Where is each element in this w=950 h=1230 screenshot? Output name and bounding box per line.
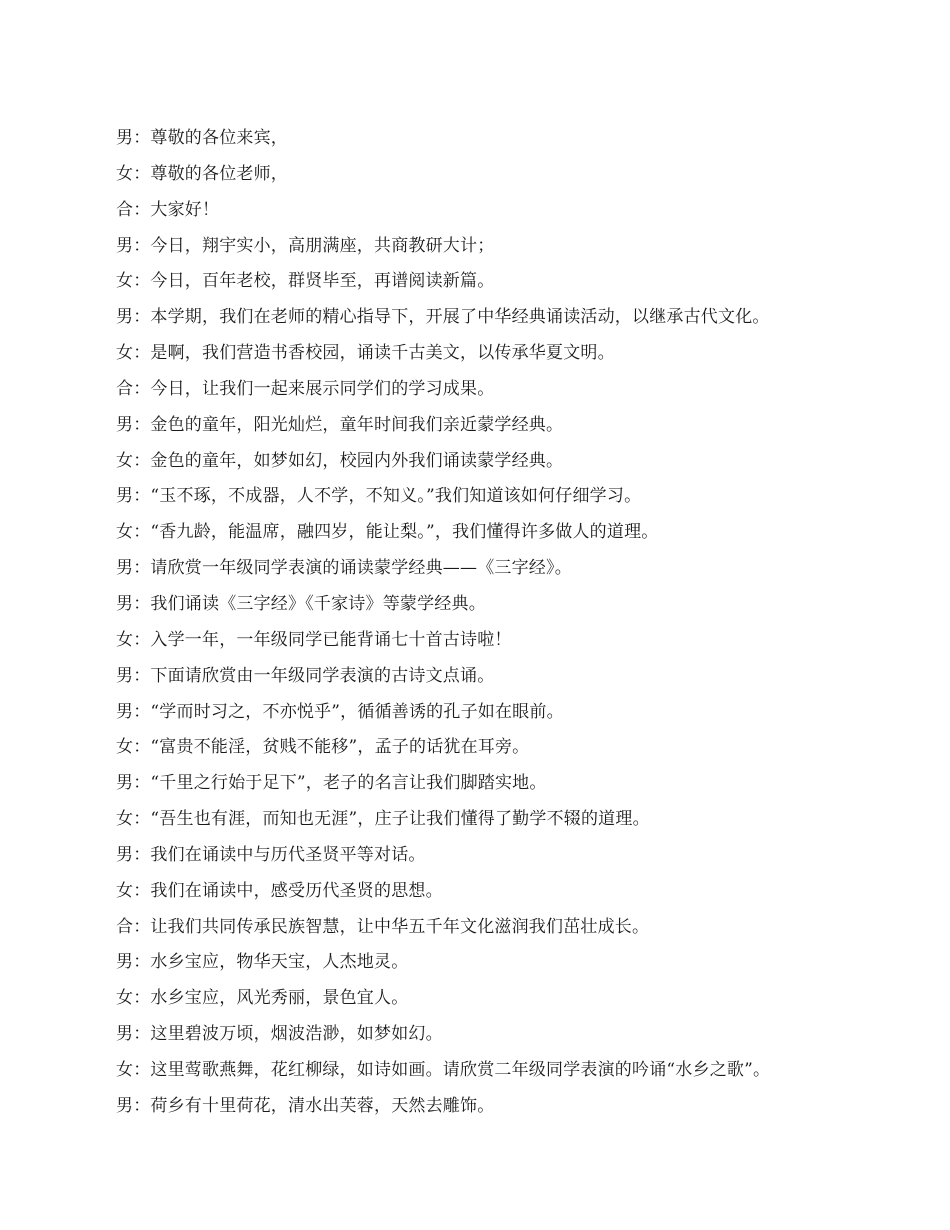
text-line: 合：今日，让我们一起来展示同学们的学习成果。: [116, 378, 495, 399]
text-line: 女：“富贵不能淫，贫贱不能移”，孟子的话犹在耳旁。: [116, 737, 530, 758]
text-line: 女：我们在诵读中，感受历代圣贤的思想。: [116, 880, 443, 901]
script-text: [116, 124, 916, 1128]
text-line: 男：“学而时习之，不亦悦乎”，循循善诱的孔子如在眼前。: [116, 701, 564, 722]
text-line: 男：本学期，我们在老师的精心指导下，开展了中华经典诵读活动，以继承古代文化。: [116, 307, 770, 328]
text-line: 女：入学一年，一年级同学已能背诵七十首古诗啦！: [116, 629, 512, 650]
text-line: 女：是啊，我们营造书香校园，诵读千古美文，以传承华夏文明。: [116, 343, 615, 364]
text-line: 女：这里莺歌燕舞，花红柳绿，如诗如画。请欣赏二年级同学表演的吟诵“水乡之歌”。: [116, 1059, 771, 1080]
text-line: 男：请欣赏一年级同学表演的诵读蒙学经典——《三字经》。: [116, 558, 572, 579]
text-line: 男：这里碧波万顷，烟波浩渺，如梦如幻。: [116, 1024, 443, 1045]
text-line: 合：让我们共同传承民族智慧，让中华五千年文化滋润我们茁壮成长。: [116, 916, 650, 937]
text-line: 男：金色的童年，阳光灿烂，童年时间我们亲近蒙学经典。: [116, 414, 564, 435]
text-line: 女：水乡宝应，风光秀丽，景色宜人。: [116, 988, 409, 1009]
text-line: 男：我们诵读《三字经》《千家诗》等蒙学经典。: [116, 593, 486, 614]
text-line: 女：金色的童年，如梦如幻，校园内外我们诵读蒙学经典。: [116, 450, 564, 471]
text-line: 男：今日，翔宇实小，高朋满座，共商教研大计；: [116, 235, 495, 256]
text-line: 男：“玉不琢，不成器，人不学，不知义。”我们知道该如何仔细学习。: [116, 486, 642, 507]
text-line: 女：“香九龄，能温席，融四岁，能让梨。”，我们懂得许多做人的道理。: [116, 522, 659, 543]
text-line: 女：尊敬的各位老师，: [116, 163, 288, 184]
text-line: 男：荷乡有十里荷花，清水出芙蓉，天然去雕饰。: [116, 1095, 495, 1116]
text-line: 男：我们在诵读中与历代圣贤平等对话。: [116, 844, 426, 865]
text-line: 女：今日，百年老校，群贤毕至，再谱阅读新篇。: [116, 271, 495, 292]
text-line: 男：下面请欣赏由一年级同学表演的古诗文点诵。: [116, 665, 495, 686]
text-line: 合：大家好！: [116, 199, 220, 220]
text-line: 男：“千里之行始于足下”，老子的名言让我们脚踏实地。: [116, 773, 547, 794]
text-line: 女：“吾生也有涯，而知也无涯”，庄子让我们懂得了勤学不辍的道理。: [116, 809, 650, 830]
text-line: 男：尊敬的各位来宾，: [116, 128, 288, 148]
text-line: 男：水乡宝应，物华天宝，人杰地灵。: [116, 952, 409, 973]
